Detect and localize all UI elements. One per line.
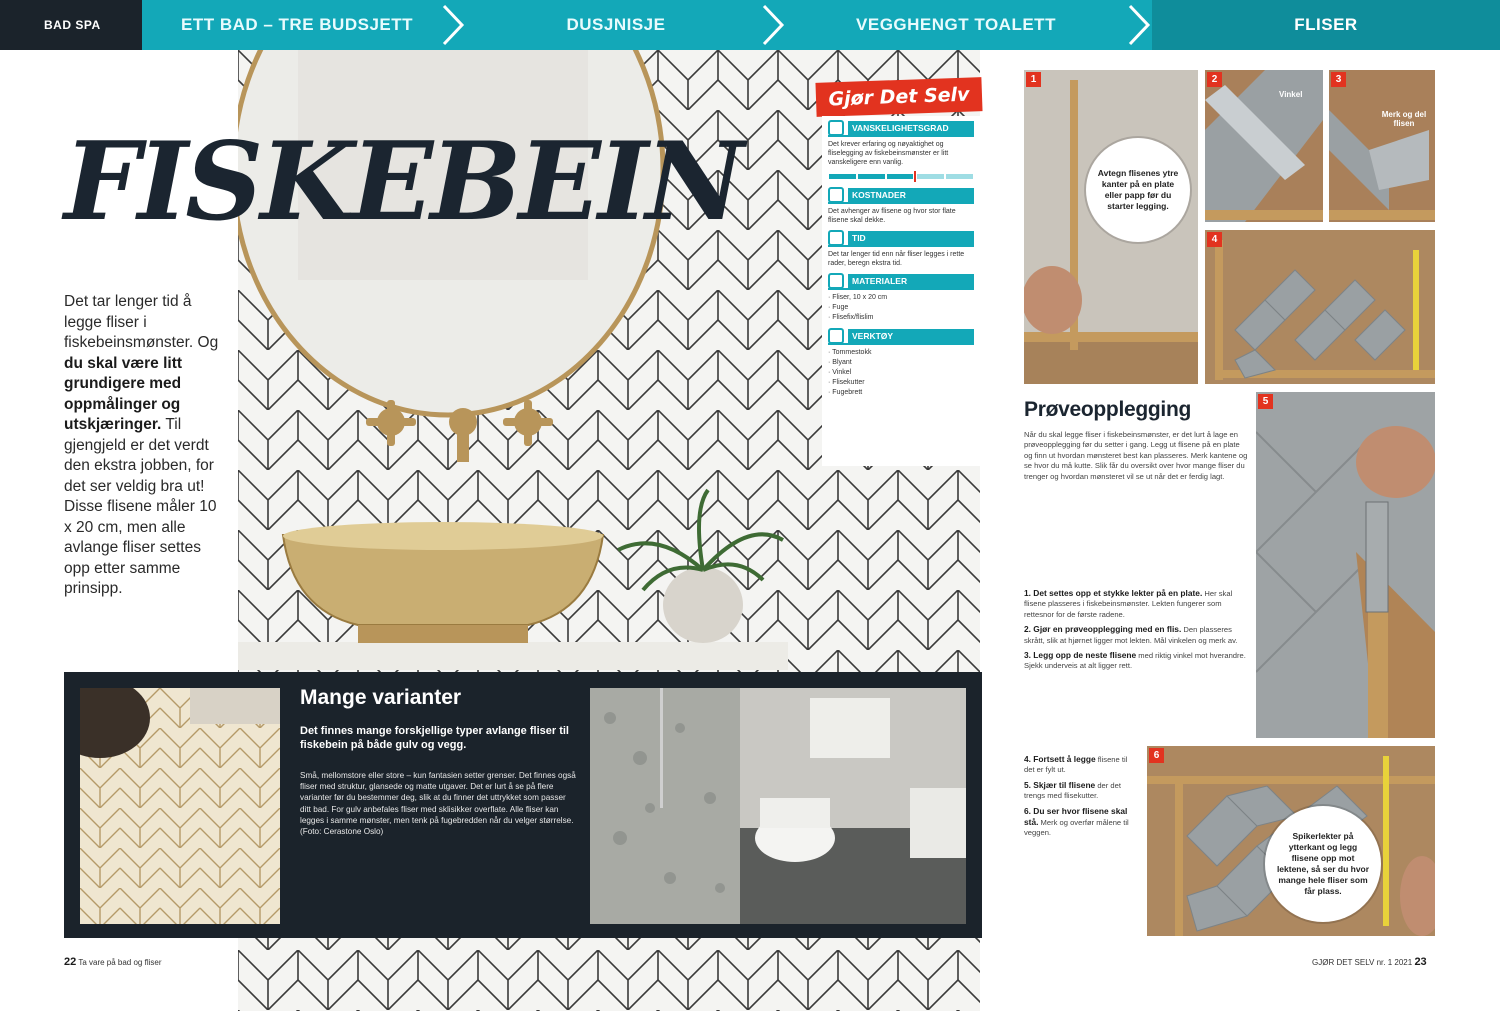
chevron-right-icon <box>440 2 466 48</box>
difficulty-marker <box>914 171 916 182</box>
materials-icon <box>828 273 844 289</box>
nav-item-fliser[interactable]: FLISER <box>1152 0 1500 50</box>
list-item: · Flisekutter <box>828 379 865 386</box>
photo-label: Merk og del flisen <box>1381 110 1427 128</box>
cost-icon <box>828 187 844 203</box>
tip-bubble: Avtegn flisenes ytre kanter på en plate eller papp før du starter legging. <box>1086 138 1190 242</box>
list-item: · Tommestokk <box>828 349 872 356</box>
gjor-det-selv-label: Gjør Det Selv <box>815 77 982 117</box>
step-photo-2 <box>1205 70 1323 222</box>
list-item: · Vinkel <box>828 369 852 376</box>
page-title: FISKEBEIN <box>64 119 742 245</box>
top-navigation-bar <box>0 0 1500 50</box>
materials-section <box>828 273 974 323</box>
cost-text: Det avhenger av flisene og hvor stor flate flisene skal dekke. <box>828 208 956 224</box>
list-item: · Fugebrett <box>828 389 863 396</box>
bathroom-illustration <box>590 688 966 924</box>
step-item: 6. Du ser hvor flisene skal stå. Merk og overfør målene til veggen. <box>1024 805 1129 838</box>
step-number: 2 <box>1207 72 1222 87</box>
nav-item-dusjnisje[interactable]: DUSJNISJE <box>566 15 666 34</box>
photo-3-illustration <box>1329 70 1435 222</box>
tools-icon <box>828 328 844 344</box>
difficulty-scale <box>828 170 974 182</box>
tools-heading: VERKTØY <box>848 329 974 343</box>
step-photo-6 <box>1147 746 1435 936</box>
footer-right: GJØR DET SELV nr. 1 2021 23 <box>1312 956 1427 968</box>
step-number: 3 <box>1331 72 1346 87</box>
step-item: 4. Fortsett å legge flisene til det er fylt ut. <box>1024 754 1128 775</box>
tip-bubble: Spikerlekter på ytterkant og legg flisene opp mot lektene, så ser du hvor mange hele fliser som får plass. <box>1265 806 1381 922</box>
step-list-narrow <box>1024 754 1136 843</box>
chevron-right-icon <box>760 2 786 48</box>
article-heading: Prøveopplegging <box>1024 398 1192 421</box>
tools-section <box>828 328 974 398</box>
step-number: 5 <box>1258 394 1273 409</box>
step-number: 1 <box>1026 72 1041 87</box>
list-item: · Fliser, 10 x 20 cm <box>828 294 888 301</box>
cost-section <box>828 187 974 225</box>
variants-heading: Mange varianter <box>300 686 462 709</box>
chevron-right-icon <box>1126 2 1152 48</box>
section-tag: BAD SPA <box>0 0 142 50</box>
step-photo-1 <box>1024 70 1198 384</box>
intro-text-1: Det tar lenger tid å legge fliser i fiskebeinsmønster. Og <box>64 293 219 351</box>
difficulty-icon <box>828 120 844 136</box>
list-item: · Blyant <box>828 359 852 366</box>
clock-icon <box>828 230 844 246</box>
nav-item-vegghengt-toalett[interactable]: VEGGHENGT TOALETT <box>856 15 1056 34</box>
footer-left: 22 Ta vare på bad og fliser <box>64 956 162 968</box>
photo-2-illustration <box>1205 70 1323 222</box>
variants-lead: Det finnes mange forskjellige typer avlange fliser til fiskebein på både gulv og vegg. <box>300 725 569 751</box>
materials-heading: MATERIALER <box>848 274 974 288</box>
step-item: 3. Legg opp de neste flisene med riktig vinkel mot hverandre. Sjekk underveis at alt ligger rett. <box>1024 650 1246 671</box>
difficulty-heading: VANSKELIGHETSGRAD <box>848 121 974 135</box>
step-number: 4 <box>1207 232 1222 247</box>
step-list <box>1024 588 1250 676</box>
nav-item-ett-bad[interactable]: ETT BAD – TRE BUDSJETT <box>180 15 414 34</box>
floor-herringbone-illustration <box>80 688 280 924</box>
step-photo-5 <box>1256 392 1435 738</box>
step-number: 6 <box>1149 748 1164 763</box>
article-intro: Når du skal legge fliser i fiskebeinsmønster, er det lurt å lage en prøveopplegging før du setter i gang. Legg ut flisene på en plate og finn ut hvordan mønsteret best kan plasseres. Merk kantene og se hvor du må kutte. Slik får du oversikt over hvor mange fliser du trenger og hvordan mønsteret vil se ut når det er ferdig lagt. <box>1024 430 1248 481</box>
difficulty-text: Det krever erfaring og nøyaktighet og fliselegging av fiskebeinsmønster er litt vanskeligere enn vanlig. <box>828 141 949 166</box>
photo-5-illustration <box>1256 392 1435 738</box>
intro-text-2: Til gjengjeld er det verdt den ekstra jobben, for det ser veldig bra ut! Disse flisene måler 10 x 20 cm, men alle avlange fliser settes opp etter samme prinsipp. <box>64 416 217 597</box>
floor-tiles-photo <box>80 688 280 924</box>
step-item: 2. Gjør en prøveopplegging med en flis. Den plasseres skrått, slik at hjørnet ligger mot lekten. Mål vinkelen og merk av. <box>1024 624 1238 645</box>
time-text: Det tar lenger tid enn når fliser legges i rette rader, beregn ekstra tid. <box>828 251 965 267</box>
list-item: · Fuge <box>828 304 849 311</box>
time-heading: TID <box>848 231 974 245</box>
fact-box <box>822 116 980 466</box>
variants-panel <box>64 672 982 938</box>
step-photo-4 <box>1205 230 1435 384</box>
bathroom-photo <box>590 688 966 924</box>
cost-heading: KOSTNADER <box>848 188 974 202</box>
step-item: 5. Skjær til flisene der det trengs med flisekutter. <box>1024 779 1121 801</box>
photo-label: Vinkel <box>1279 90 1303 99</box>
step-photo-3 <box>1329 70 1435 222</box>
list-item: · Flisefix/flislim <box>828 314 874 321</box>
intro-bold: du skal være litt grundigere med oppmålinger og utskjæringer. <box>64 354 183 433</box>
photo-4-illustration <box>1205 230 1435 384</box>
variants-body: Små, mellomstore eller store – kun fantasien setter grenser. Det finnes også fliser med struktur, glansede og matte utgaver. Det er lurt å se på flere varianter før du bestemmer deg, slik at du finner det uttrykket som passer ditt bad. For gulv anbefales fliser med sklisikker overflate. Alle fliser kan legges i samme mønster, men tenk på fugebredden når du velger størrelse. (Foto: Cerastone Oslo) <box>300 771 576 837</box>
step-item: 1. Det settes opp et stykke lekter på en plate. Her skal flisene plasseres i fiskebeinsmønster. Lekten fungerer som rettesnor for de første radene. <box>1024 588 1233 619</box>
intro-paragraph <box>64 292 220 600</box>
difficulty-section <box>828 120 974 182</box>
time-section <box>828 230 974 268</box>
